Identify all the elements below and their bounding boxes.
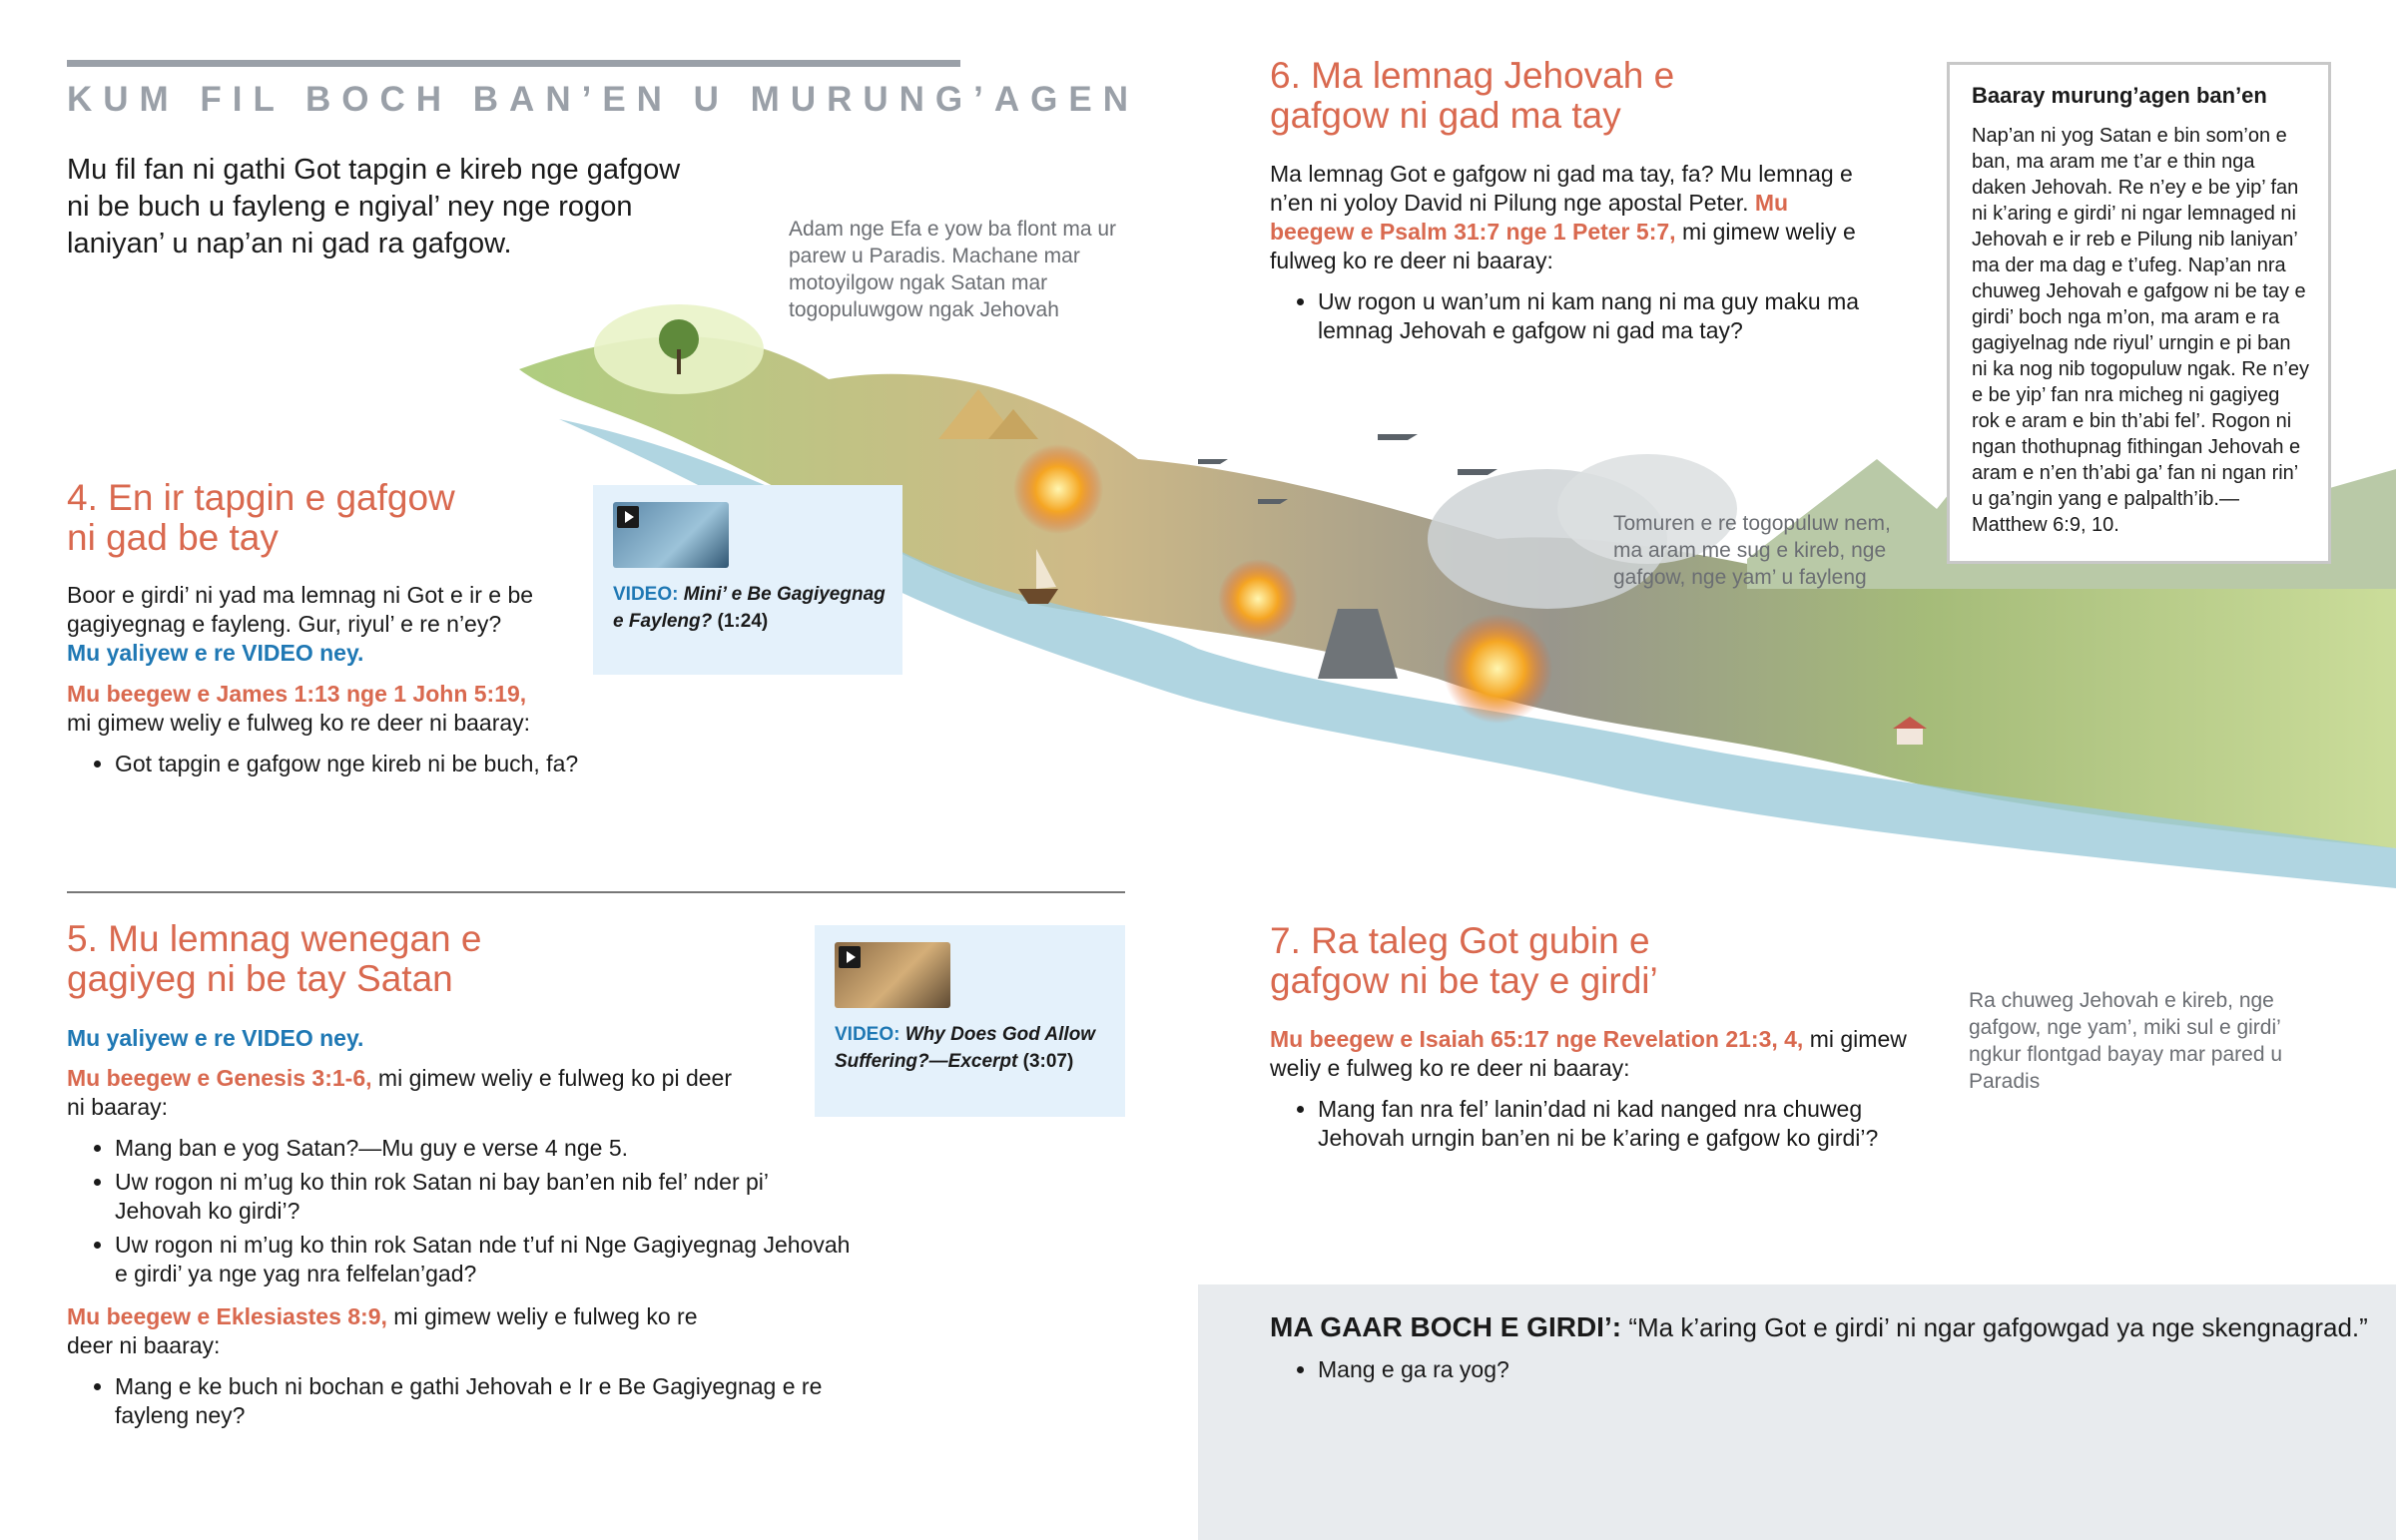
section-5-scripture-1: Mu beegew e Genesis 3:1-6, mi gimew weliy e fulweg ko pi deer ni baaray: [67, 1065, 732, 1120]
question-item: • Mang e ke buch ni bochan e gathi Jehovah e Ir e Be Gagiyegnag e re fayleng ney? [115, 1372, 844, 1430]
section-7 [1270, 921, 1909, 1158]
scripture-link[interactable]: Mu beegew e Isaiah 65:17 nge Revelation 21:3, 4, [1270, 1026, 1804, 1052]
question-item: • Got tapgin e gafgow nge kireb ni be buch, fa? [115, 750, 586, 778]
scripture-link[interactable]: Mu beegew e Psalm 31:7 nge 1 Peter 5:7, [1270, 190, 1789, 245]
question-item: • Uw rogon u wan’um ni kam nang ni ma guy maku ma lemnag Jehovah e gafgow ni gad ma tay? [1318, 287, 1897, 345]
sidebar-box [1947, 62, 2331, 564]
section-6-title: 6. Ma lemnag Jehovah e gafgow ni gad ma tay [1270, 55, 1675, 136]
section-kicker: KUM FIL BOCH BAN’EN U MURUNG’AGEN [67, 80, 1140, 119]
intro-text: Mu fil fan ni gathi Got tapgin e kireb nge gafgow ni be buch u fayleng e ngiyal’ ney nge rogon laniyan’ u nap’an ni gad ra gafgow. [67, 154, 681, 259]
sidebar-title: Baaray murung’agen ban’en [1972, 83, 2267, 108]
play-icon[interactable] [617, 506, 639, 528]
section-5-questions-1 [67, 1134, 854, 1288]
section-5 [67, 918, 851, 1435]
section-5-scripture-2: Mu beegew e Eklesiastes 8:9, mi gimew weliy e fulweg ko re deer ni baaray: [67, 1303, 698, 1358]
section-4-title: 4. En ir tapgin e gafgow ni gad be tay [67, 477, 455, 558]
discussion-questions [1270, 1355, 2017, 1389]
video-card-who-rules[interactable] [593, 485, 902, 675]
section-7-questions [1270, 1095, 1937, 1153]
discussion-quote: “Ma k’aring Got e girdi’ ni ngar gafgowgad ya nge skengnagrad.” [1628, 1312, 2368, 1342]
section-5-questions-2 [67, 1372, 844, 1430]
section-7-title: 7. Ra taleg Got gubin e gafgow ni be tay e girdi’ [1270, 920, 1658, 1001]
discussion-label: MA GAAR BOCH E GIRDI’: [1270, 1311, 1622, 1342]
question-item: • Mang ban e yog Satan?—Mu guy e verse 4 nge 5. [115, 1134, 854, 1163]
caption-rebellion: Tomuren e re togopuluw nem, ma aram me sug e kireb, nge gafgow, nge yam’ u fayleng [1613, 512, 1891, 589]
section-4-body: Boor e girdi’ ni yad ma lemnag ni Got e ir e be gagiyegnag e fayleng. Gur, riyul’ e re n’ey? [67, 582, 534, 637]
scripture-link[interactable]: Mu beegew e Eklesiastes 8:9, [67, 1303, 387, 1329]
section-6 [1270, 56, 1889, 350]
section-4 [67, 478, 586, 783]
section-divider [67, 891, 1125, 893]
section-4-questions [67, 750, 586, 778]
video-caption: VIDEO: Mini’ e Be Gagiyegnag e Fayleng? (1:24) [613, 584, 886, 632]
discussion-prompt [1270, 1310, 2368, 1344]
caption-adam-eve: Adam nge Efa e yow ba flont ma ur parew u Paradis. Machane mar motoyilgow ngak Satan mar togopuluwgow ngak Jehovah [789, 218, 1117, 321]
video-thumbnail[interactable] [613, 502, 729, 568]
section-6-questions [1270, 287, 1897, 345]
section-5-title: 5. Mu lemnag wenegan e gagiyeg ni be tay Satan [67, 918, 482, 999]
video-card-why-suffering[interactable] [815, 925, 1125, 1117]
caption-paradise: Ra chuweg Jehovah e kireb, nge gafgow, nge yam’, miki sul e girdi’ ngkur flontgad bayay mar pared u Paradis [1969, 989, 2283, 1093]
video-thumbnail[interactable] [835, 942, 950, 1008]
section-5-watch-video[interactable]: Mu yaliyew e re VIDEO ney. [67, 1025, 364, 1051]
header-rule [67, 60, 960, 67]
play-icon[interactable] [839, 946, 861, 968]
section-6-body: Ma lemnag Got e gafgow ni gad ma tay, fa? Mu lemnag e n’en ni yoloy David ni Pilung nge apostal Peter. Mu beegew e Psalm 31:7 nge 1 Peter 5:7, mi gimew weliy e fulweg ko re deer ni baaray: [1270, 161, 1856, 273]
question-item: • Mang e ga ra yog? [1318, 1355, 2017, 1384]
question-item: • Uw rogon ni m’ug ko thin rok Satan nde t’uf ni Nge Gagiyegnag Jehovah e girdi’ ya nge yag nra felfelan’gad? [115, 1231, 854, 1288]
scripture-link[interactable]: Mu beegew e Genesis 3:1-6, [67, 1065, 372, 1091]
section-4-scripture: Mu beegew e James 1:13 nge 1 John 5:19, mi gimew weliy e fulweg ko re deer ni baaray: [67, 681, 531, 736]
question-item: • Mang fan nra fel’ lanin’dad ni kad nanged nra chuweg Jehovah urngin ban’en ni be k’aring e gafgow ko girdi’? [1318, 1095, 1937, 1153]
sidebar-text: Nap’an ni yog Satan e bin som’on e ban, ma aram me t’ar e thin nga daken Jehovah. Re n’ey e be yip’ fan ni k’aring e girdi’ ni ngar lemnaged ni Jehovah e ir reb e Pilung nib laniyan’ ma der ma dag e t’ufeg. Nap’an nra chuweg Jehovah e gafgow ni be tay e girdi’ boch nga m’on, ma aram e ra gagiyelnag nde riyul’ urngin e pi ban ni ka nog nib togopuluw ngak. Re n’ey e be yip’ fan nra micheg ni gagiyeg rok e aram e bin th’abi fel’. Rogon ni ngan thothupnag fithingan Jehovah e aram e n’en th’abi ga’ fan ni ngan rin’ u ga’ngin yang e palpalth’ib.—Matthew 6:9, 10. [1972, 125, 2310, 536]
scripture-link[interactable]: Mu beegew e James 1:13 nge 1 John 5:19, [67, 681, 527, 707]
video-caption: VIDEO: Why Does God Allow Suffering?—Excerpt (3:07) [835, 1024, 1096, 1072]
section-4-watch-video[interactable]: Mu yaliyew e re VIDEO ney. [67, 640, 364, 666]
section-7-scripture: Mu beegew e Isaiah 65:17 nge Revelation 21:3, 4, mi gimew weliy e fulweg ko re deer ni baaray: [1270, 1026, 1907, 1081]
question-item: • Uw rogon ni m’ug ko thin rok Satan ni bay ban’en nib fel’ nder pi’ Jehovah ko girdi’? [115, 1168, 854, 1226]
